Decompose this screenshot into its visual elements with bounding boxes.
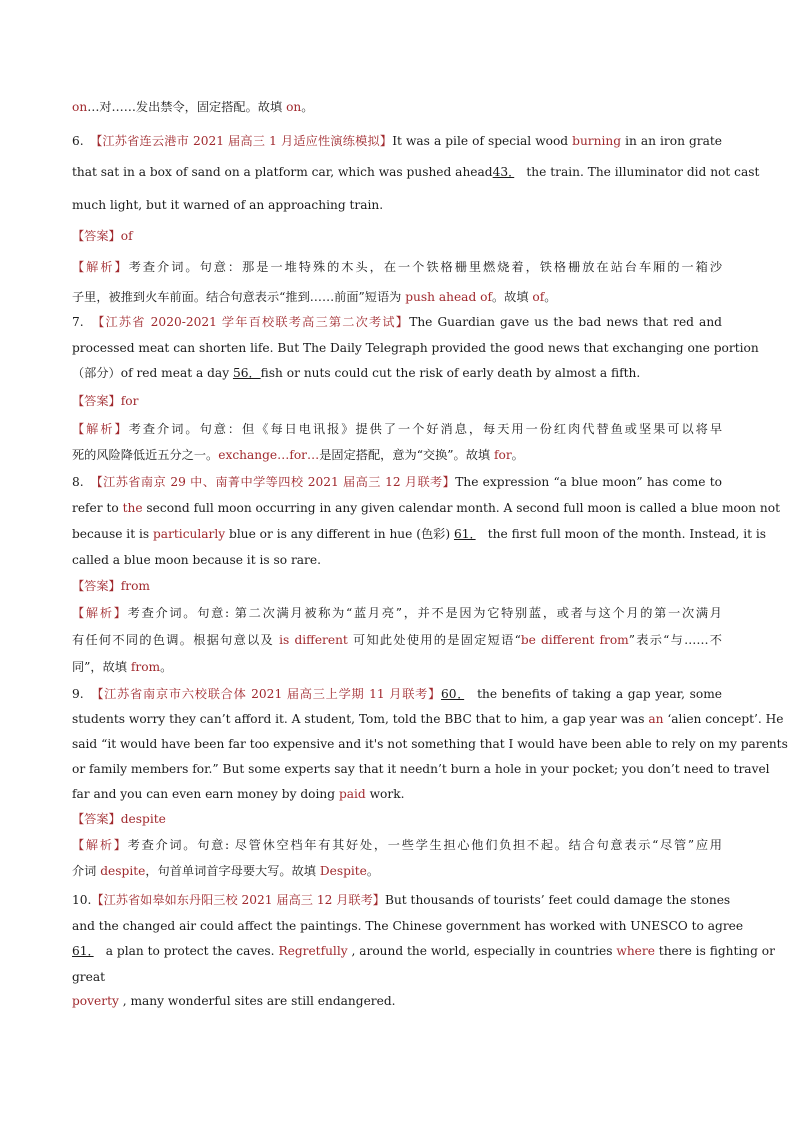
- text-segment: 。: [160, 660, 173, 674]
- analysis-7: [72, 420, 722, 438]
- analysis-7: [72, 446, 722, 464]
- text-segment: 6.: [72, 134, 97, 148]
- highlight-text: Despite: [319, 864, 367, 878]
- text-segment: and the changed air could affect the paintings. The Chinese government has worked with UNESCO to agree: [72, 919, 744, 933]
- text-segment: students worry they can’t afford it. A student, Tom, told the BBC that to him, a gap year was: [72, 712, 649, 726]
- text-segment: 。: [544, 290, 557, 304]
- text-segment: ”表示“与……不: [628, 633, 722, 647]
- question-6-text: [72, 196, 722, 214]
- analysis-6: [72, 288, 722, 306]
- text-segment: ，句首单词首字母要大写。故填: [145, 864, 320, 878]
- text-segment: because it is: [72, 527, 153, 541]
- question-7-text: [72, 364, 722, 382]
- text-segment: 7.: [72, 315, 99, 329]
- question-9-text: [72, 735, 788, 753]
- question-9-text: [72, 710, 784, 728]
- text-segment: that sat in a box of sand on a platform car, which was pushed ahead: [72, 165, 493, 179]
- text-segment: 考查介词。句意: 尽管休空档年有其好处，一些学生担心他们负担不起。结合句意表示“尽管”应用: [127, 838, 722, 852]
- answer-7: [72, 392, 722, 410]
- text-segment: work.: [365, 787, 405, 801]
- analysis-8: [72, 658, 722, 676]
- answer-6: [72, 227, 722, 245]
- blank-number: 60．: [441, 687, 465, 701]
- highlight-text: for: [493, 448, 512, 462]
- question-9-text: [72, 785, 722, 803]
- text-segment: refer to: [72, 501, 123, 515]
- text-segment: great: [72, 970, 106, 984]
- highlight-text: 【江苏省如皋如东丹阳三校 2021 届高三 12 月联考】: [91, 893, 385, 907]
- question-10-text: [72, 968, 722, 986]
- text-segment: The expression “a blue moon” has come to: [455, 475, 722, 489]
- highlight-text: 【解析】: [72, 838, 128, 852]
- question-8-text: [72, 551, 722, 569]
- question-9-text: [72, 760, 770, 778]
- text-segment: 考查介词。句意：那是一堆特殊的木头，在一个铁格栅里燃烧着，铁格栅放在站台车厢的一箱沙: [128, 260, 723, 274]
- text-segment: the train. The illuminator did not cast: [514, 165, 760, 179]
- analysis-9: [72, 836, 722, 854]
- text-segment: fish or nuts could cut the risk of early death by almost a fifth.: [260, 366, 641, 380]
- text-segment: second full moon occurring in any given calendar month. A second full moon is called a blue moon not: [142, 501, 780, 515]
- text-segment: ‘alien concept’. He: [663, 712, 784, 726]
- highlight-text: is different: [279, 633, 348, 647]
- text-segment: a plan to protect the caves.: [93, 944, 279, 958]
- text-segment: 死的风险降低近五分之一。: [72, 448, 219, 462]
- highlight-text: paid: [338, 787, 366, 801]
- text-segment: 10.: [72, 893, 92, 907]
- text-segment: 考查介词。句意: 第二次满月被称为“蓝月亮”，并不是因为它特别蓝，或者与这个月的第一次满月: [127, 606, 722, 620]
- text-segment: the first full moon of the month. Instead, it is: [475, 527, 767, 541]
- question-10-text: [72, 917, 744, 935]
- text-segment: , many wonderful sites are still endangered.: [118, 994, 396, 1008]
- highlight-text: 【答案】: [72, 579, 121, 593]
- question-6-header: [72, 132, 722, 150]
- text-segment: blue or is any different in hue (色彩): [225, 527, 454, 541]
- text-segment: , around the world, especially in countries: [347, 944, 617, 958]
- question-7-text: [72, 339, 759, 357]
- highlight-text: for: [120, 394, 139, 408]
- question-9-header: [72, 685, 722, 703]
- highlight-text: of: [120, 229, 133, 243]
- question-8-text: [72, 499, 780, 517]
- blank-number: 56．: [232, 366, 261, 380]
- answer-9: [72, 810, 722, 828]
- highlight-text: 【答案】: [72, 394, 121, 408]
- text-segment: 是固定搭配，意为“交换”。故填: [319, 448, 494, 462]
- highlight-text: push ahead of: [405, 290, 492, 304]
- question-6-text: [72, 163, 760, 181]
- text-segment: 。: [366, 864, 380, 878]
- highlight-text: 【解析】: [72, 422, 129, 436]
- highlight-text: 【江苏省 2020-2021 学年百校联考高三第二次考试】: [98, 315, 410, 329]
- blank-number: 43．: [492, 165, 515, 179]
- highlight-text: from: [130, 660, 161, 674]
- text-segment: called a blue moon because it is so rare.: [72, 553, 321, 567]
- text-segment: far and you can even earn money by doing: [72, 787, 339, 801]
- highlight-text: be different from: [520, 633, 629, 647]
- highlight-text: on: [72, 100, 88, 114]
- text-segment: much light, but it warned of an approaching train.: [72, 198, 384, 212]
- text-segment: …对……发出禁令，固定搭配。故填: [87, 100, 287, 114]
- text-segment: 子里，被推到火车前面。结合句意表示“推到……前面”短语为: [72, 290, 406, 304]
- highlight-text: despite: [120, 812, 166, 826]
- highlight-text: burning: [572, 134, 622, 148]
- text-segment: It was a pile of special wood: [392, 134, 573, 148]
- highlight-text: despite: [100, 864, 146, 878]
- text-segment: 9.: [72, 687, 98, 701]
- text-segment: 。故填: [491, 290, 533, 304]
- text-segment: 可知此处使用的是固定短语“: [347, 633, 521, 647]
- highlight-text: 【江苏省南京市六校联合体 2021 届高三上学期 11 月联考】: [97, 687, 442, 701]
- text-segment: said “it would have been far too expensive and it's not something that I would have been able to rely on my parents: [72, 737, 788, 751]
- text-segment: 考查介词。句意：但《每日电讯报》提供了一个好消息，每天用一份红肉代替鱼或坚果可以将早: [128, 422, 723, 436]
- highlight-text: of: [532, 290, 545, 304]
- highlight-text: 【解析】: [72, 606, 128, 620]
- highlight-text: 【江苏省连云港市 2021 届高三 1 月适应性演练模拟】: [96, 134, 393, 148]
- text-segment: the benefits of taking a gap year, some: [464, 687, 722, 701]
- answer-8: [72, 577, 722, 595]
- text-segment: or family members for.” But some experts say that it needn’t burn a hole in your pocket; you don’t need to travel: [72, 762, 770, 776]
- text-segment: 。: [301, 100, 314, 114]
- text-segment: there is fighting or: [654, 944, 775, 958]
- highlight-text: 【江苏省南京 29 中、南菁中学等四校 2021 届高三 12 月联考】: [96, 475, 456, 489]
- highlight-text: from: [120, 579, 150, 593]
- question-7-header: [72, 313, 722, 331]
- question-8-text: [72, 525, 767, 543]
- highlight-text: Regretfully: [278, 944, 348, 958]
- highlight-text: 【解析】: [72, 260, 129, 274]
- text-segment: （部分）of red meat a day: [72, 366, 233, 380]
- highlight-text: exchange…for…: [218, 448, 320, 462]
- question-10-text: [72, 992, 722, 1010]
- highlight-text: poverty: [72, 994, 119, 1008]
- highlight-text: where: [616, 944, 655, 958]
- analysis-6: [72, 258, 722, 276]
- highlight-text: an: [648, 712, 664, 726]
- text-segment: processed meat can shorten life. But The Daily Telegraph provided the good news that exchanging one portion: [72, 341, 759, 355]
- text-segment: 同”，故填: [72, 660, 131, 674]
- text-segment: in an iron grate: [621, 134, 722, 148]
- question-10-text: [72, 942, 775, 960]
- blank-number: 61．: [72, 944, 94, 958]
- text-segment: But thousands of tourists’ feet could damage the stones: [384, 893, 731, 907]
- text-segment: 。: [511, 448, 524, 462]
- text-segment: 介词: [72, 864, 101, 878]
- highlight-text: on: [286, 100, 302, 114]
- analysis-8: [72, 604, 722, 622]
- highlight-text: particularly: [153, 527, 226, 541]
- text-line: [72, 98, 722, 116]
- question-10-header: [72, 891, 731, 909]
- highlight-text: 【答案】: [72, 229, 121, 243]
- text-segment: 8.: [72, 475, 97, 489]
- text-segment: 有任何不同的色调。根据句意以及: [72, 633, 280, 647]
- highlight-text: 【答案】: [72, 812, 121, 826]
- question-8-header: [72, 473, 722, 491]
- analysis-9: [72, 862, 722, 880]
- blank-number: 61．: [453, 527, 476, 541]
- text-segment: The Guardian gave us the bad news that red and: [409, 315, 722, 329]
- analysis-8: [72, 631, 722, 649]
- highlight-text: the: [122, 501, 143, 515]
